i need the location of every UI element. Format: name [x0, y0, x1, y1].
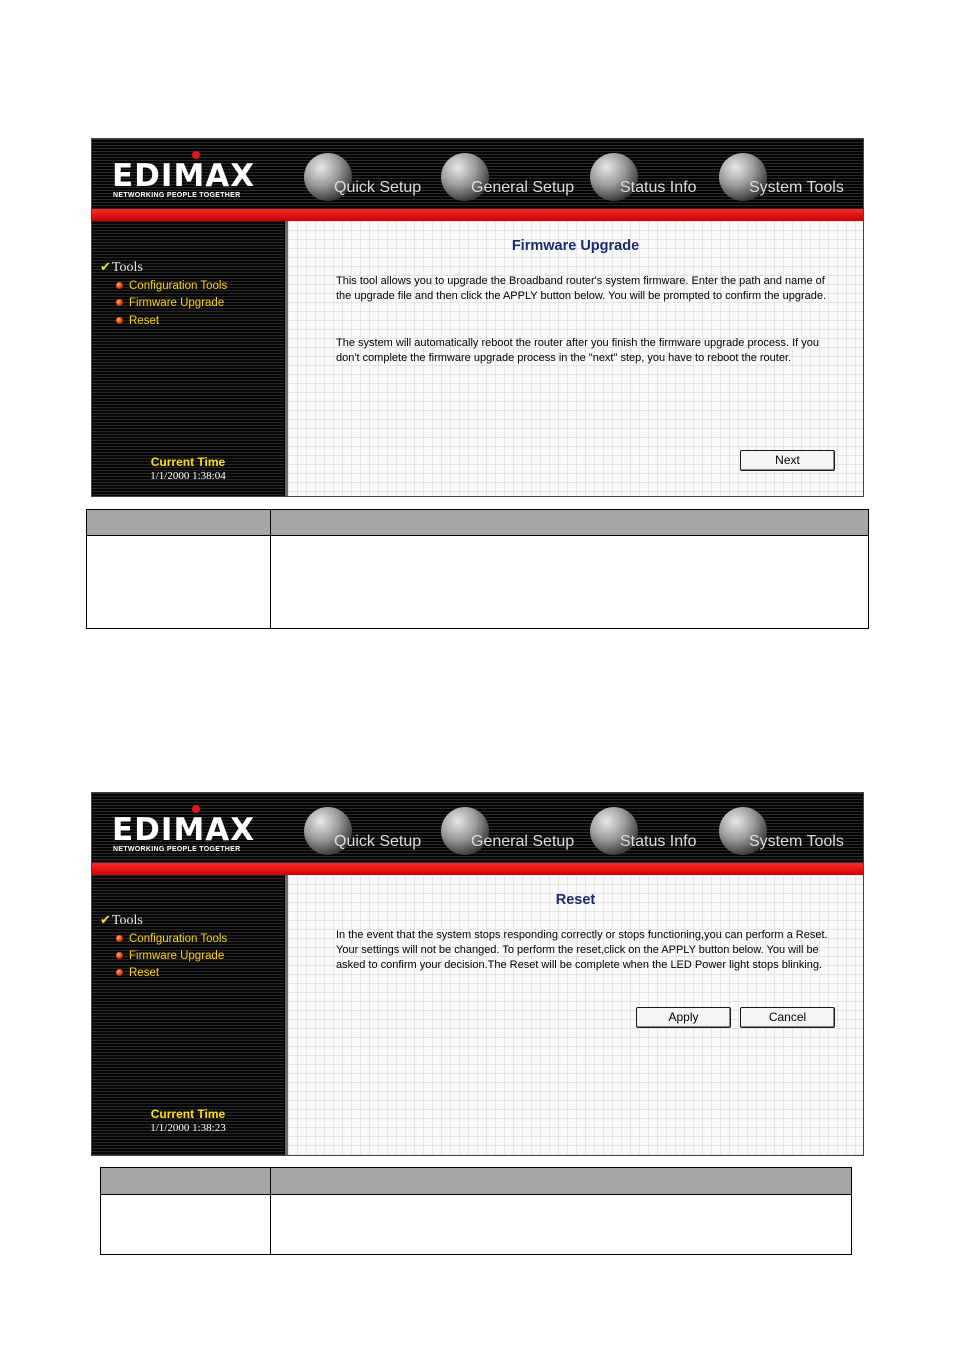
brand-tagline: NETWORKING PEOPLE TOGETHER — [113, 846, 241, 853]
red-divider-bar — [92, 863, 863, 875]
content-panel — [285, 221, 863, 496]
tools-heading — [100, 259, 143, 276]
nav-label: Quick Setup — [334, 179, 422, 196]
apply-button[interactable]: Apply — [636, 1007, 731, 1028]
sidebar-item-label: Reset — [129, 315, 160, 327]
edimax-logo — [112, 813, 272, 853]
sidebar-item-configuration-tools[interactable] — [116, 933, 227, 945]
nav-label: System Tools — [749, 833, 844, 850]
bullet-icon — [116, 317, 123, 324]
reset-screenshot — [91, 792, 864, 1156]
bullet-icon — [116, 299, 123, 306]
sidebar-item-firmware-upgrade[interactable] — [116, 950, 224, 962]
content-panel — [285, 875, 863, 1155]
sidebar — [92, 221, 284, 496]
sidebar-item-label: Firmware Upgrade — [129, 950, 225, 962]
table-header-cell — [271, 510, 868, 535]
description-paragraph: This tool allows you to upgrade the Broadband router's system firmware. Enter the path and name of the upgrade file and then click the APPLY button below. You will be prompted to confirm the upgrade. — [336, 275, 827, 302]
description-table — [100, 1167, 852, 1255]
sidebar-item-label: Configuration Tools — [129, 280, 228, 292]
bullet-icon — [116, 935, 123, 942]
nav-label: General Setup — [471, 833, 575, 850]
page-title: Firmware Upgrade — [511, 238, 640, 254]
firmware-upgrade-screenshot — [91, 138, 864, 497]
sidebar-item-label: Reset — [129, 967, 160, 979]
cancel-button[interactable]: Cancel — [740, 1007, 835, 1028]
table-divider — [101, 1194, 851, 1195]
nav-label: General Setup — [471, 179, 575, 196]
table-divider — [270, 510, 271, 628]
sidebar-item-reset[interactable] — [116, 967, 159, 979]
tools-title-text: Tools — [111, 913, 143, 928]
current-time-label: Current Time — [150, 455, 226, 469]
edimax-logo — [112, 159, 272, 199]
next-button[interactable]: Next — [740, 450, 835, 471]
checkmark-icon: ✔ — [100, 912, 111, 927]
current-time-value: 1/1/2000 1:38:23 — [150, 1122, 226, 1134]
sidebar-item-firmware-upgrade[interactable] — [116, 297, 224, 309]
checkmark-icon: ✔ — [100, 259, 111, 274]
table-header-cell — [101, 1168, 270, 1194]
sidebar-item-label: Configuration Tools — [129, 933, 228, 945]
red-divider-bar — [92, 209, 863, 221]
sidebar-item-configuration-tools[interactable] — [116, 280, 227, 292]
current-time-value: 1/1/2000 1:38:04 — [150, 470, 226, 482]
sidebar-item-reset[interactable] — [116, 315, 159, 327]
brand-name: EDIMAX — [112, 812, 256, 848]
nav-label: Quick Setup — [334, 833, 422, 850]
bullet-icon — [116, 952, 123, 959]
table-divider — [87, 535, 868, 536]
brand-name: EDIMAX — [112, 158, 256, 194]
table-header-cell — [87, 510, 270, 535]
reset-description-paragraph: In the event that the system stops responding correctly or stops functioning,you can perform a Reset. Your settings will not be changed. To perform the reset,click on the APPLY button below. You will be asked to confirm your decision.The Reset will be complete when the LED Power light stops blinking. — [336, 929, 828, 971]
bullet-icon — [116, 282, 123, 289]
bullet-icon — [116, 969, 123, 976]
header-bar — [92, 139, 863, 209]
nav-label: Status Info — [620, 179, 697, 196]
table-header-cell — [271, 1168, 851, 1194]
page-title: Reset — [555, 892, 596, 908]
table-divider — [270, 1168, 271, 1254]
nav-label: Status Info — [620, 833, 697, 850]
sidebar — [92, 875, 284, 1155]
brand-tagline: NETWORKING PEOPLE TOGETHER — [113, 192, 241, 199]
description-table — [86, 509, 869, 629]
reboot-note-paragraph: The system will automatically reboot the router after you finish the firmware upgrade process. If you don't complete the firmware upgrade process in the "next" step, you have to reboot the router. — [336, 337, 819, 364]
nav-label: System Tools — [749, 179, 844, 196]
tools-title-text: Tools — [111, 260, 143, 275]
tools-heading — [100, 912, 143, 929]
header-bar — [92, 793, 863, 863]
current-time-label: Current Time — [150, 1107, 226, 1121]
sidebar-item-label: Firmware Upgrade — [129, 297, 225, 309]
